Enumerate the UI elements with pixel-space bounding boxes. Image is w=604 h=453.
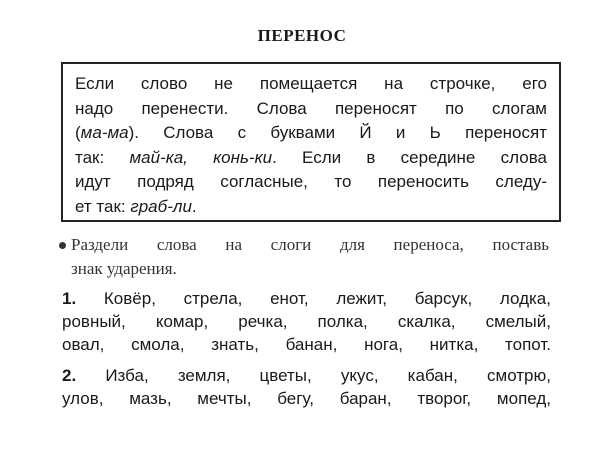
exercise-1-line: овал, смола, знать, банан, нога, нитка, топот. — [62, 335, 551, 354]
task-line-2: знак ударения. — [71, 259, 177, 278]
rule-text: идут подряд согласные, то переносить следу- — [75, 172, 547, 191]
exercise-1-line — [62, 287, 551, 310]
rule-text: ). Слова с буквами Й и Ь переносят — [128, 123, 547, 142]
rule-text: ет так: — [75, 196, 131, 216]
rule-line — [75, 170, 547, 195]
rule-line — [75, 195, 547, 220]
exercise-2-line: улов, мазь, мечты, бегу, баран, творог, мопед, — [62, 389, 551, 408]
rule-text: Если слово не помещается на строчке, его — [75, 74, 547, 93]
page-title: ПЕРЕНОС — [257, 26, 347, 45]
exercise-1-number: 1. — [62, 289, 77, 308]
exercise-1-text: Ковёр, стрела, енот, лежит, барсук, лодка, — [103, 289, 551, 308]
rule-example: ма-ма — [80, 123, 129, 142]
rule-box — [61, 62, 561, 222]
rule-line — [75, 97, 547, 122]
rule-line — [75, 121, 547, 146]
rule-text: так: — [75, 147, 130, 167]
exercise-2-line — [62, 364, 551, 387]
task-instruction — [59, 233, 549, 281]
rule-example: май-ка, конь-ки — [129, 147, 273, 167]
exercise-2-text: Изба, земля, цветы, укус, кабан, смотрю, — [105, 366, 551, 385]
rule-text: . Если в середине слова — [272, 147, 548, 167]
exercise-2-number: 2. — [62, 366, 77, 385]
rule-line — [75, 146, 547, 171]
rule-example: граб-ли — [130, 196, 192, 216]
exercise-1-line: ровный, комар, речка, полка, скалка, смелый, — [62, 312, 551, 331]
rule-line — [75, 72, 547, 97]
task-line-1: Раздели слова на слоги для переноса, поставь — [71, 235, 549, 254]
rule-text: надо перенести. Слова переносят по слогам — [75, 98, 547, 118]
rule-text: ( — [75, 123, 81, 142]
rule-text: . — [191, 196, 197, 216]
exercises — [62, 287, 551, 410]
